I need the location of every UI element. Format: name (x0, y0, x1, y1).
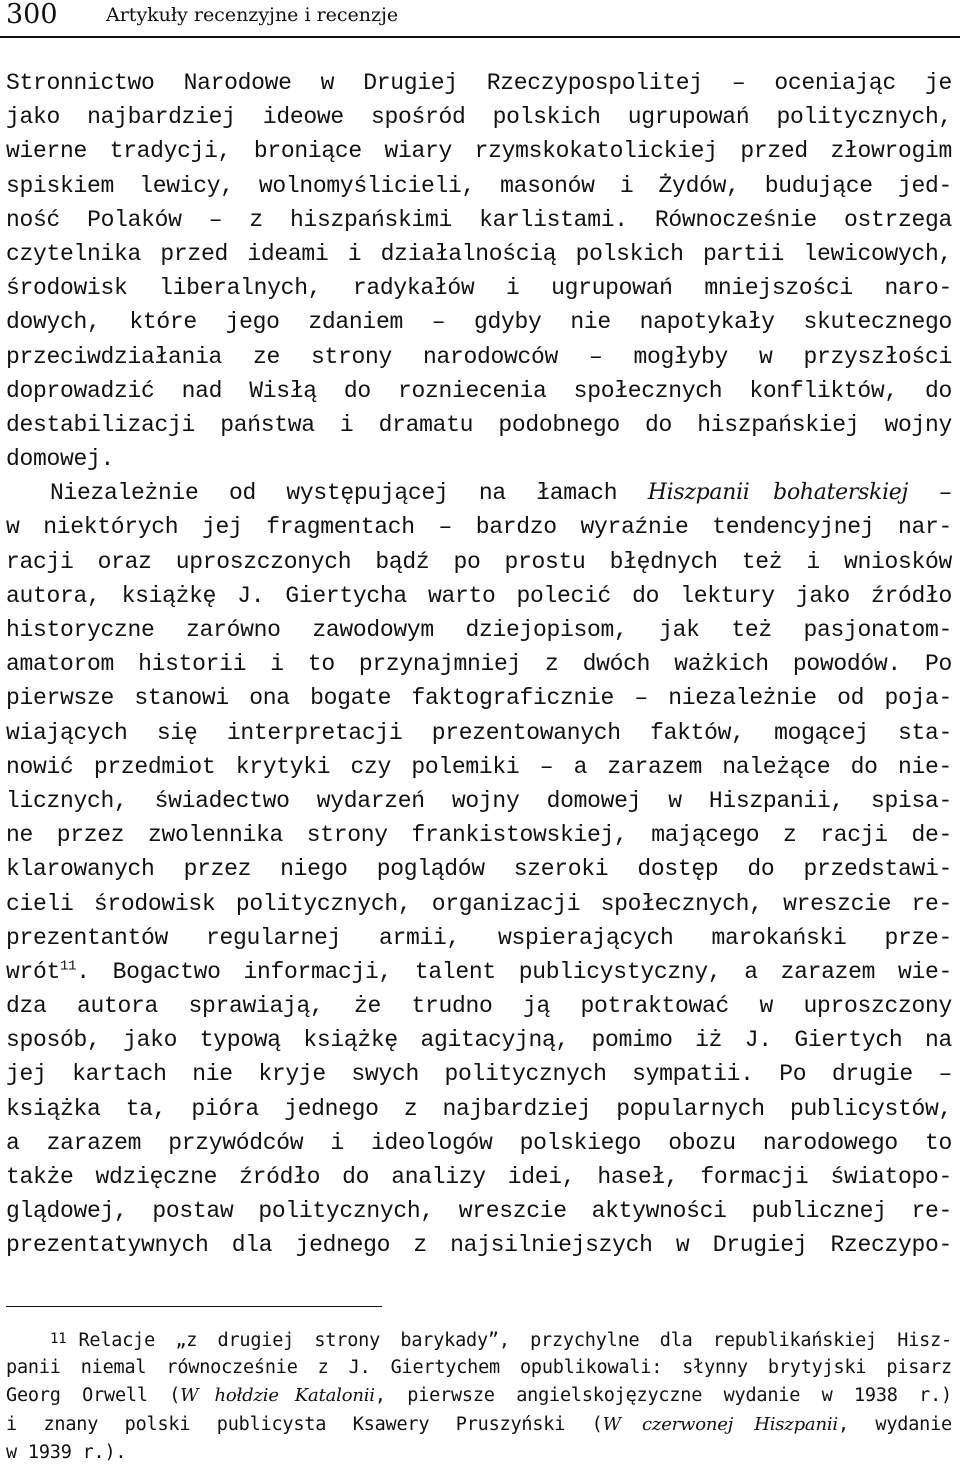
text-run: Georg Orwell ( (6, 1385, 181, 1407)
text-line: destabilizacji państwa i dramatu podobnego do hiszpańskiej wojny (6, 411, 952, 438)
text-line: wiających się interpretacji prezentowanych faktów, mogącej sta- (6, 719, 952, 746)
footnote-reference-line (6, 955, 952, 989)
text-line: środowisk liberalnych, radykałów i ugrupowań mniejszości naro- (6, 275, 952, 302)
running-head: Artykuły recenzyjne i recenzje (106, 4, 399, 26)
text-run: wrót (6, 958, 61, 985)
text-line: przeciwdziałania ze strony narodowców – mogłyby w przyszłości (6, 343, 952, 370)
page-number: 300 (6, 0, 58, 30)
text-line: wierne tradycji, broniące wiary rzymskokatolickiej przed złowrogim (6, 138, 952, 165)
text-line: cieli środowisk politycznych, organizacji społecznych, wreszcie re- (6, 890, 952, 917)
text-line: Stronnictwo Narodowe w Drugiej Rzeczypospolitej – oceniając je (6, 70, 952, 96)
text-line: jej kartach nie kryje swych politycznych sympatii. Po drugie – (6, 1061, 952, 1088)
text-run: Relacje „z drugiej strony barykady”, przychylne dla republikańskiej Hisz- (78, 1330, 952, 1351)
text-run: , wydanie (837, 1413, 952, 1435)
text-line: jako najbardziej ideowe spośród polskich ugrupowań politycznych, (6, 104, 952, 131)
book-title-italic: W hołdzie Katalonii (180, 1385, 375, 1407)
footnote (6, 1325, 952, 1468)
text-line: klarowanych przez niego poglądów szeroki dostęp do przedstawi- (6, 856, 952, 883)
text-run: . Bogactwo informacji, talent publicystyczny, a zarazem wie- (76, 958, 952, 985)
text-line: ne przez zwolennika strony frankistowskiej, mającego z racji de- (6, 822, 952, 849)
text-line: książka ta, pióra jednego z najbardziej popularnych publicystów, (6, 1095, 952, 1122)
text-line: dowych, które jego zdaniem – gdyby nie napotykały skutecznego (6, 309, 952, 336)
text-line: autora, książkę J. Giertycha warto polecić do lektury jako źródło (6, 582, 952, 609)
text-line: pierwsze stanowi ona bogate faktograficznie – niezależnie od poja- (6, 685, 952, 712)
text-line: spiskiem lewicy, wolnomyślicieli, masonów i Żydów, budujące jed- (6, 172, 952, 199)
body-text (6, 66, 952, 1263)
text-line: historyczne zarówno zawodowym dziejopisom, jak też pasjonatom- (6, 617, 952, 643)
text-line: amatorom historii i to przynajmniej z dwóch ważkich powodów. Po (6, 651, 952, 678)
page-header (0, 0, 960, 46)
footnote-line: panii niemal równocześnie z J. Giertychem opublikowali: słynny brytyjski pisarz (6, 1356, 952, 1378)
footnote-line (6, 1411, 952, 1440)
footnote-line: w 1939 r.). (6, 1442, 127, 1464)
text-line: a zarazem przywódców i ideologów polskiego obozu narodowego to (6, 1129, 952, 1156)
text-run: Niezależnie od występującej na łamach (50, 480, 648, 507)
text-run: – (908, 480, 952, 507)
text-line: racji oraz uproszczonych bądź po prostu błędnych też i wniosków (6, 548, 952, 575)
text-line: prezentatywnych dla jednego z najsilniejszych w Drugiej Rzeczypo- (6, 1232, 952, 1259)
text-line: w niektórych jej fragmentach – bardzo wyraźnie tendencyjnej nar- (6, 514, 952, 541)
text-line: sposób, jako typową książkę agitacyjną, pomimo iż J. Giertych na (6, 1027, 952, 1054)
footnote-separator (6, 1306, 382, 1307)
text-line: glądowej, postaw politycznych, wreszcie aktywności publicznej re- (6, 1198, 952, 1225)
text-run: , pierwsze angielskojęzyczne wydanie w 1938 r.) (374, 1385, 952, 1407)
text-line: nowić przedmiot krytyki czy polemiki – a zarazem należące do nie- (6, 753, 952, 780)
text-line: także wdzięczne źródło do analizy idei, haseł, formacji światopo- (6, 1164, 952, 1190)
text-line: prezentantów regularnej armii, wspierających marokański prze- (6, 924, 952, 951)
footnote-number: 11 (50, 1331, 67, 1347)
header-rule (0, 36, 960, 38)
text-run: i znany polski publicysta Ksawery Pruszyński ( (6, 1413, 603, 1435)
text-line: czytelnika przed ideami i działalnością polskich partii lewicowych, (6, 240, 952, 267)
footnote-line (6, 1382, 952, 1411)
paragraph-start-line (6, 476, 952, 510)
text-line: domowej. (6, 446, 115, 473)
text-line: doprowadzić nad Wisłą do rozniecenia społecznych konfliktów, do (6, 377, 952, 404)
footnote-line (6, 1325, 952, 1354)
text-line: licznych, świadectwo wydarzeń wojny domowej w Hiszpanii, spisa- (6, 787, 952, 814)
footnote-reference[interactable]: 11 (60, 958, 77, 975)
text-line: ność Polaków – z hiszpańskimi karlistami. Równocześnie ostrzega (6, 206, 952, 233)
book-title-italic: Hiszpanii bohaterskiej (647, 480, 909, 506)
book-title-italic: W czerwonej Hiszpanii (602, 1413, 838, 1435)
text-line: dza autora sprawiają, że trudno ją potraktować w uproszczony (6, 993, 952, 1020)
